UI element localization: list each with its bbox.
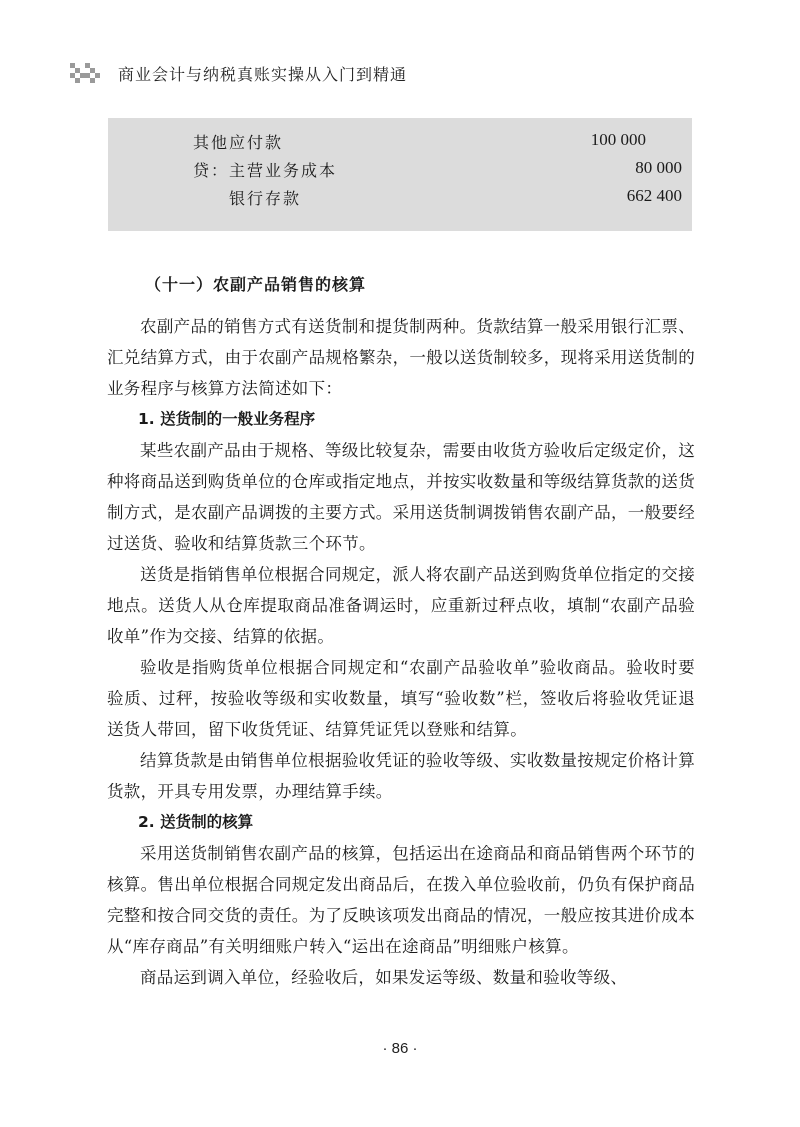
account-name: 银行存款 [229,189,302,208]
account-name: 贷：主营业务成本 [193,161,338,180]
journal-line [108,154,692,182]
double-chevron-icon [70,62,104,84]
paragraph: 送货是指销售单位根据合同规定，派人将农副产品送到购货单位指定的交接地点。送货人从仓库提取商品准备调运时，应重新过秤点收，填制“农副产品验收单”作为交接、结算的依据。 [107,565,695,646]
subsection-heading: 2. 送货制的核算 [138,813,254,831]
account-name: 其他应付款 [193,133,284,152]
journal-entry-box [108,118,692,231]
amount: 662 400 [626,186,682,205]
running-header [70,58,407,88]
paragraph: 某些农副产品由于规格、等级比较复杂，需要由收货方验收后定级定价，这种将商品送到购货单位的仓库或指定地点，并按实收数量和等级结算货款的送货制方式，是农副产品调拨的主要方式。采用送货制调拨销售农副产品，一般要经过送货、验收和结算货款三个环节。 [107,441,695,553]
paragraph: 结算货款是由销售单位根据验收凭证的验收等级、实收数量按规定价格计算货款，开具专用发票，办理结算手续。 [107,751,695,801]
section-heading: （十一）农副产品销售的核算 [145,275,367,294]
book-title: 商业会计与纳税真账实操从入门到精通 [118,64,408,84]
body-text [107,311,695,993]
journal-line [108,182,692,210]
paragraph: 商品运到调入单位，经验收后，如果发运等级、数量和验收等级、 [140,968,628,987]
page-number: · 86 · [382,1040,418,1057]
journal-line [108,126,692,154]
paragraph: 采用送货制销售农副产品的核算，包括运出在途商品和商品销售两个环节的核算。售出单位根据合同规定发出商品后，在拨入单位验收前，仍负有保护商品完整和按合同交货的责任。为了反映该项发出商品的情况，一般应按其进价成本从“库存商品”有关明细账户转入“运出在途商品”明细账户核算。 [107,844,695,956]
paragraph: 农副产品的销售方式有送货制和提货制两种。货款结算一般采用银行汇票、汇兑结算方式，由于农副产品规格繁杂，一般以送货制较多，现将采用送货制的业务程序与核算方法简述如下： [107,317,695,398]
subsection-heading: 1. 送货制的一般业务程序 [138,410,316,428]
amount: 100 000 [590,130,646,149]
paragraph: 验收是指购货单位根据合同规定和“农副产品验收单”验收商品。验收时要验质、过秤，按验收等级和实收数量，填写“验收数”栏，签收后将验收凭证退送货人带回，留下收货凭证、结算凭证凭以登账和结算。 [107,658,695,739]
amount: 80 000 [635,158,682,177]
